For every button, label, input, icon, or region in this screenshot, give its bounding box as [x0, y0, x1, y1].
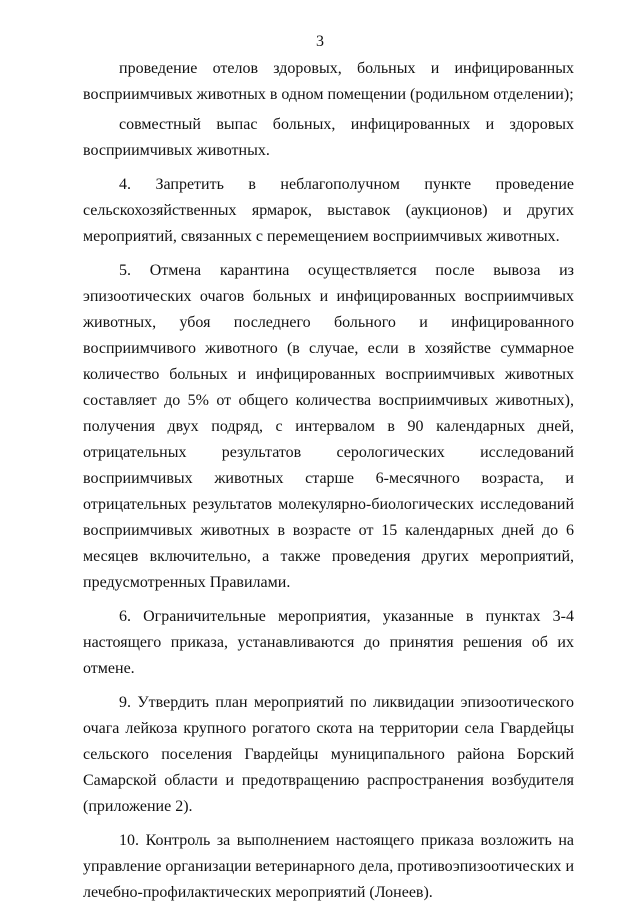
document-body [83, 56, 574, 914]
paragraph-item-4: 4. Запретить в неблагополучном пункте проведение сельскохозяйственных ярмарок, выставок (аукционов) и других мероприятий, связанных с перемещением восприимчивых животных. [83, 176, 574, 245]
page-number: 3 [316, 33, 324, 50]
paragraph-item-9: 9. Утвердить план мероприятий по ликвидации эпизоотического очага лейкоза крупного рогатого скота на территории села Гвардейцы сельского поселения Гвардейцы муниципального района Борский Самарской области и предотвращению распространения возбудителя (приложение 2). [83, 694, 574, 815]
paragraph-grazing: совместный выпас больных, инфицированных и здоровых восприимчивых животных. [83, 116, 574, 159]
paragraph-calving: проведение отелов здоровых, больных и инфицированных восприимчивых животных в одном помещении (родильном отделении); [83, 60, 574, 103]
paragraph-item-5: 5. Отмена карантина осуществляется после вывоза из эпизоотических очагов больных и инфицированных восприимчивых животных, убоя последнего больного и инфицированного восприимчивого животного (в случае, если в хозяйстве суммарное количество больных и инфицированных восприимчивых животных составляет до 5% от общего количества восприимчивых животных), получения двух подряд, с интервалом в 90 календарных дней, отрицательных результатов серологических исследований восприимчивых животных старше 6-месячного возраста, и отрицательных результатов молекулярно-биологических исследований восприимчивых животных в возрасте от 15 календарных дней до 6 месяцев включительно, а также проведения других мероприятий, предусмотренных Правилами. [83, 262, 574, 591]
paragraph-item-6: 6. Ограничительные мероприятия, указанные в пунктах 3-4 настоящего приказа, устанавливаются до принятия решения об их отмене. [83, 608, 574, 677]
paragraph-item-10: 10. Контроль за выполнением настоящего приказа возложить на управление организации ветеринарного дела, противоэпизоотических и лечебно-профилактических мероприятий (Лонеев). [83, 832, 574, 901]
